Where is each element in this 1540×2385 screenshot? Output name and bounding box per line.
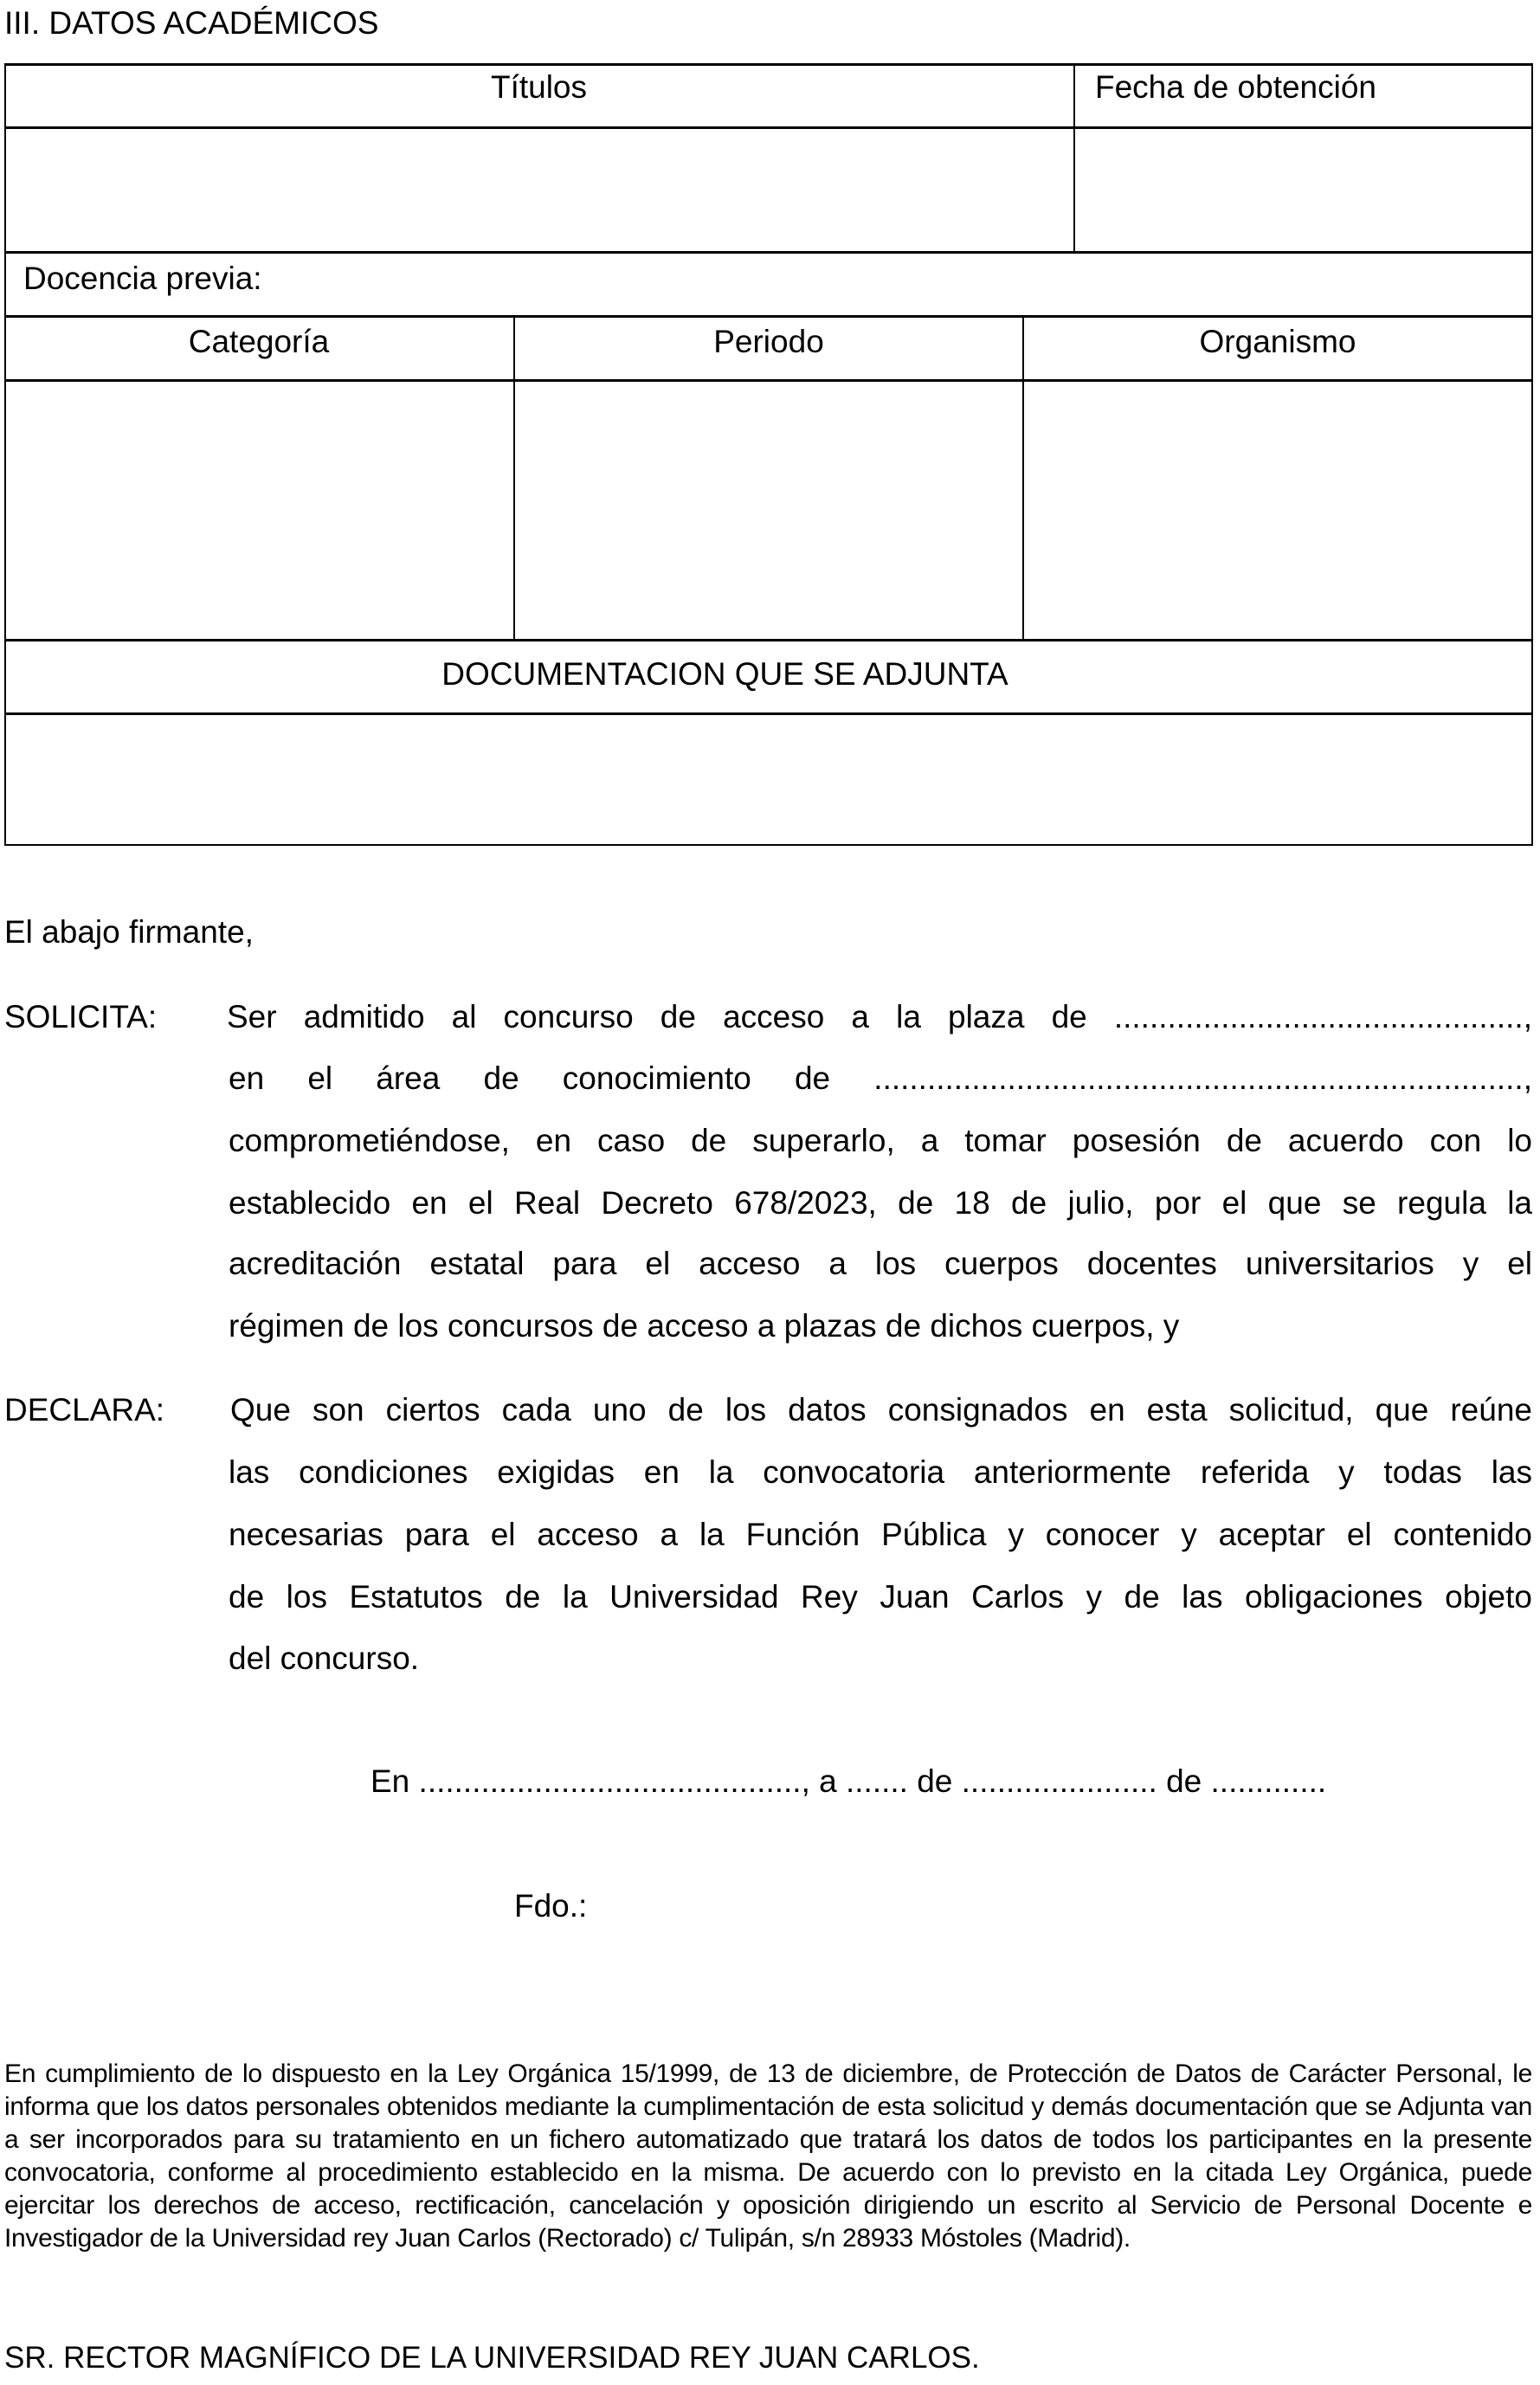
table-rule xyxy=(4,379,1533,382)
table-rule xyxy=(4,315,1533,318)
privacy-notice: En cumplimiento de lo dispuesto en la Ley Orgánica 15/1999, de 13 de diciembre, de Protección de Datos de Carácter Personal, le informa que los datos personales obtenidos mediante la cumplimentación de esta solicitud y demás documentación que se Adjunta van a ser incorporados para su tratamiento en un fichero automatizado que tratará los datos de todos los participantes en la presente convocatoria, conforme al procedimiento establecido en la misma. De acuerdo con lo previsto en la citada Ley Orgánica, puede ejercitar los derechos de acceso, rectificación, cancelación y oposición dirigiendo un escrito al Servicio de Personal Docente e Investigador de la Universidad rey Juan Carlos (Rectorado) c/ Tulipán, s/n 28933 Móstoles (Madrid). xyxy=(4,2059,1532,2253)
categoria-cell[interactable] xyxy=(7,383,512,638)
table-border-right xyxy=(1531,63,1533,846)
titulos-cell[interactable] xyxy=(7,130,1072,249)
periodo-header: Periodo xyxy=(713,324,824,359)
place-date-line: En ..........................................., a ....... de ...................... de ............. xyxy=(371,1763,1327,1799)
table-divider xyxy=(1073,63,1075,252)
declara-line: de los Estatutos de la Universidad Rey Juan Carlos y de las obligaciones objeto xyxy=(229,1579,1532,1615)
declara-line: Que son ciertos cada uno de los datos consignados en esta solicitud, que reúne xyxy=(230,1392,1532,1428)
organismo-header: Organismo xyxy=(1199,324,1356,359)
solicita-line: establecido en el Real Decreto 678/2023, de 18 de julio, por el que se regula la xyxy=(229,1185,1532,1221)
declara-line: del concurso. xyxy=(229,1640,420,1676)
intro-text: El abajo firmante, xyxy=(4,914,254,950)
table-rule xyxy=(4,712,1533,715)
solicita-line: Ser admitido al concurso de acceso a la plaza de .............................................., xyxy=(227,999,1532,1035)
declara-line: necesarias para el acceso a la Función Pública y conocer y aceptar el contenido xyxy=(229,1517,1532,1552)
table-rule xyxy=(4,63,1533,66)
declara-label: DECLARA: xyxy=(4,1392,165,1428)
section-title: III. DATOS ACADÉMICOS xyxy=(4,5,379,41)
solicita-line: en el área de conocimiento de ........................................................................., xyxy=(229,1060,1532,1096)
solicita-label: SOLICITA: xyxy=(4,999,158,1035)
fecha-cell[interactable] xyxy=(1076,130,1530,249)
declara-line: las condiciones exigidas en la convocatoria anteriormente referida y todas las xyxy=(229,1454,1532,1490)
table-rule xyxy=(4,844,1533,846)
solicita-line: régimen de los concursos de acceso a plazas de dichos cuerpos, y xyxy=(229,1308,1180,1344)
table-divider xyxy=(513,315,515,640)
solicita-line: comprometiéndose, en caso de superarlo, a tomar posesión de acuerdo con lo xyxy=(229,1123,1532,1158)
table-rule xyxy=(4,126,1533,129)
signature-label: Fdo.: xyxy=(514,1888,588,1924)
table-border-left xyxy=(4,63,6,846)
docencia-label: Docencia previa: xyxy=(23,261,262,296)
periodo-cell[interactable] xyxy=(516,383,1021,638)
titulos-header: Títulos xyxy=(490,69,588,105)
solicita-line: acreditación estatal para el acceso a los cuerpos docentes universitarios y el xyxy=(229,1246,1532,1281)
documentacion-cell[interactable] xyxy=(7,716,1530,842)
documentacion-header: DOCUMENTACION QUE SE ADJUNTA xyxy=(441,656,1008,692)
table-divider xyxy=(1022,315,1024,640)
fecha-header: Fecha de obtención xyxy=(1095,69,1377,105)
categoria-header: Categoría xyxy=(188,324,330,359)
table-rule xyxy=(4,639,1533,641)
organismo-cell[interactable] xyxy=(1025,383,1530,638)
table-rule xyxy=(4,251,1533,254)
addressee: SR. RECTOR MAGNÍFICO DE LA UNIVERSIDAD REY JUAN CARLOS. xyxy=(4,2341,980,2375)
